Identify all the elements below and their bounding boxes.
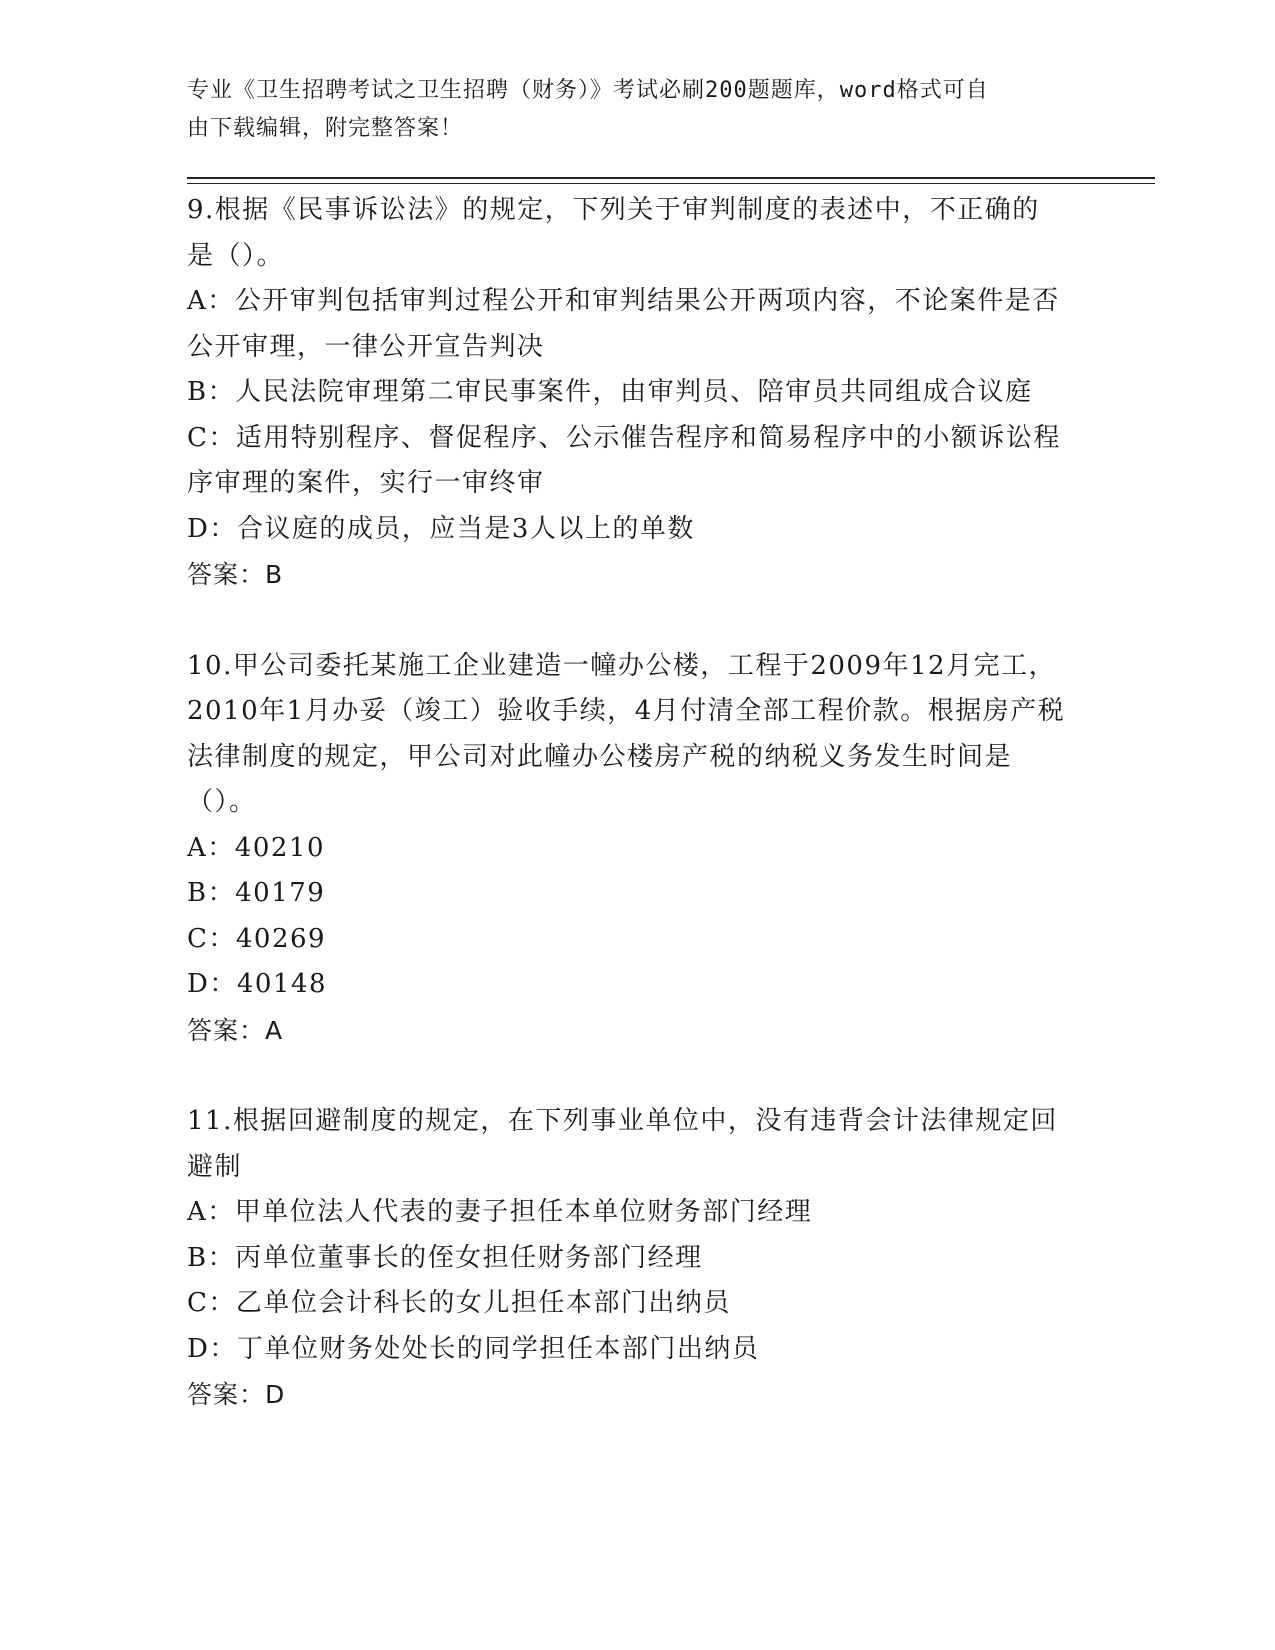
option-d: D：40148 — [187, 969, 328, 999]
answer-line — [187, 1372, 1067, 1418]
option-b: B：40179 — [187, 878, 326, 908]
option-a: A：40210 — [187, 832, 325, 863]
answer-value: B — [265, 560, 284, 589]
question-text: 10.甲公司委托某施工企业建造一幢办公楼，工程于2009年12月完工，2010年1月办妥（竣工）验收手续，4月付清全部工程价款。根据房产税法律制度的规定，甲公司对此幢办公楼房产税的纳税义务发生时间是（）。 — [187, 650, 1066, 817]
question-text: 11.根据回避制度的规定，在下列事业单位中，没有违背会计法律规定回避制 — [187, 1106, 1058, 1182]
option-a: A：甲单位法人代表的妻子担任本单位财务部门经理 — [187, 1197, 813, 1227]
answer-label: 答案： — [187, 1380, 266, 1409]
header-divider-thick — [187, 177, 1155, 179]
question-text: 9.根据《民事诉讼法》的规定，下列关于审判制度的表述中，不正确的是（）。 — [187, 195, 1040, 271]
header-line-1: 专业《卫生招聘考试之卫生招聘（财务）》考试必刷200题题库，word格式可自 — [187, 78, 989, 103]
answer-label: 答案： — [187, 560, 266, 589]
answer-line — [187, 1008, 1067, 1054]
answer-label: 答案： — [187, 1015, 266, 1045]
question-10 — [187, 644, 1067, 1054]
option-c: C：40269 — [187, 923, 327, 954]
option-d: D：合议庭的成员，应当是3人以上的单数 — [187, 513, 695, 544]
option-b: B：丙单位董事长的侄女担任财务部门经理 — [187, 1242, 703, 1273]
option-a: A：公开审判包括审判过程公开和审判结果公开两项内容，不论案件是否公开审理，一律公开宣告判决 — [187, 286, 1060, 362]
answer-line — [187, 552, 1067, 598]
answer-value: A — [265, 1015, 284, 1045]
header-line-2: 由下载编辑，附完整答案！ — [187, 116, 464, 141]
question-11 — [187, 1099, 1067, 1418]
option-c: C：乙单位会计科长的女儿担任本部门出纳员 — [187, 1288, 731, 1318]
header-divider-thin — [187, 183, 1155, 184]
option-c: C：适用特别程序、督促程序、公示催告程序和简易程序中的小额诉讼程序审理的案件，实行一审终审 — [187, 422, 1061, 498]
answer-value: D — [265, 1380, 286, 1409]
question-list — [187, 188, 1067, 1464]
question-9 — [187, 188, 1067, 598]
option-d: D：丁单位财务处处长的同学担任本部门出纳员 — [187, 1333, 760, 1364]
option-b: B：人民法院审理第二审民事案件，由审判员、陪审员共同组成合议庭 — [187, 377, 1033, 407]
document-header — [187, 72, 1067, 148]
